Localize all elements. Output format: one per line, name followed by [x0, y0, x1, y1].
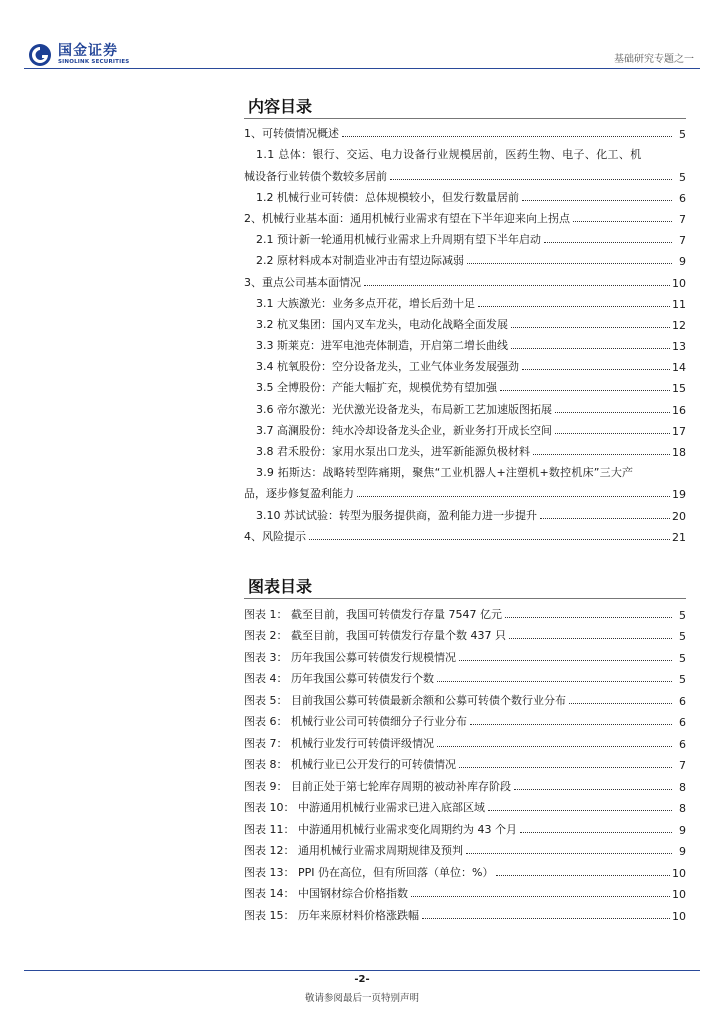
toc-item[interactable]: 品，逐步修复盈利能力 19	[244, 487, 686, 502]
page-number: -2-	[354, 974, 370, 985]
figure-item[interactable]: 图表 6： 机械行业公司可转债细分子行业分布 6	[244, 715, 686, 729]
figure-item[interactable]: 图表 4： 历年我国公募可转债发行个数 5	[244, 672, 686, 686]
header-divider	[24, 68, 700, 69]
figure-item[interactable]: 图表 13： PPI 仍在高位，但有所回落（单位：%） 10	[244, 865, 686, 880]
figure-item[interactable]: 图表 2： 截至目前，我国可转债发行存量个数 437 只 5	[244, 629, 686, 643]
toc-item[interactable]: 3.1 大族激光：业务多点开花，增长后劲十足 11	[256, 296, 686, 311]
toc-item[interactable]: 2、机械行业基本面：通用机械行业需求有望在下半年迎来向上拐点 7	[244, 211, 686, 226]
toc-item[interactable]: 1.1 总体：银行、交运、电力设备行业规模居前，医药生物、电子、化工、机	[256, 148, 642, 162]
report-type-label: 基础研究专题之一	[614, 54, 694, 65]
toc-title: 内容目录	[248, 97, 313, 116]
toc-item[interactable]: 2.2 原材料成本对制造业冲击有望边际减弱 9	[256, 254, 686, 269]
toc-item[interactable]: 械设备行业转债个数较多居前 5	[244, 169, 686, 184]
company-logo	[28, 40, 129, 70]
figure-item[interactable]: 图表 3： 历年我国公募可转债发行规模情况 5	[244, 650, 686, 665]
figure-item[interactable]: 图表 9： 目前正处于第七轮库存周期的被动补库存阶段 8	[244, 779, 686, 794]
figure-item[interactable]: 图表 5： 目前我国公募可转债最新余额和公募可转债个数行业分布 6	[244, 693, 686, 708]
toc-item[interactable]: 3.8 君禾股份：家用水泵出口龙头，进军新能源负极材料 18	[256, 445, 686, 459]
figure-item[interactable]: 图表 15： 历年来原材料价格涨跌幅 10	[244, 908, 686, 923]
footer-disclaimer: 敬请参阅最后一页特别声明	[304, 993, 419, 1004]
toc-item[interactable]: 2.1 预计新一轮通用机械行业需求上升周期有望下半年启动 7	[256, 233, 686, 248]
figure-item[interactable]: 图表 8： 机械行业已公开发行的可转债情况 7	[244, 758, 686, 772]
toc-item[interactable]: 3.10 苏试试验：转型为服务提供商，盈利能力进一步提升 20	[256, 508, 686, 523]
figure-item[interactable]: 图表 11： 中游通用机械行业需求变化周期约为 43 个月 9	[244, 822, 686, 837]
toc-item[interactable]: 3.5 全博股份：产能大幅扩充，规模优势有望加强 15	[256, 381, 686, 396]
toc-item[interactable]: 3.2 杭叉集团：国内叉车龙头，电动化战略全面发展 12	[256, 317, 686, 332]
figure-item[interactable]: 图表 7： 机械行业发行可转债评级情况 6	[244, 736, 686, 751]
toc-item[interactable]: 1、可转债情况概述 5	[244, 127, 686, 142]
figures-title-divider	[244, 598, 686, 599]
logo-english-text: SINOLINK SECURITIES	[58, 59, 130, 66]
toc-item[interactable]: 3、重点公司基本面情况 10	[244, 275, 686, 290]
footer-divider	[24, 970, 700, 971]
figure-item[interactable]: 图表 1： 截至目前，我国可转债发行存量 7547 亿元 5	[244, 607, 686, 622]
logo-mark-icon	[28, 43, 52, 67]
figure-item[interactable]: 图表 14： 中国钢材综合价格指数 10	[244, 887, 686, 901]
toc-item[interactable]: 3.4 杭氧股份：空分设备龙头，工业气体业务发展强劲 14	[256, 360, 686, 375]
figure-item[interactable]: 图表 10： 中游通用机械行业需求已进入底部区域 8	[244, 801, 686, 815]
toc-item[interactable]: 3.7 高澜股份：纯水冷却设备龙头企业，新业务打开成长空间 17	[256, 423, 686, 438]
toc-title-divider	[244, 118, 686, 119]
toc-item[interactable]: 3.3 斯莱克：进军电池壳体制造，开启第二增长曲线 13	[256, 339, 686, 354]
table-of-contents	[244, 120, 686, 544]
figure-item[interactable]: 图表 12： 通用机械行业需求周期规律及预判 9	[244, 844, 686, 858]
figures-title: 图表目录	[248, 577, 313, 596]
toc-item[interactable]: 3.9 拓斯达：战略转型阵痛期，聚焦“工业机器人+注塑机+数控机床”三大产	[256, 466, 634, 480]
toc-item[interactable]: 4、风险提示 21	[244, 529, 686, 544]
toc-item[interactable]: 3.6 帝尔激光：光伏激光设备龙头，布局新工艺加速版图拓展 16	[256, 402, 686, 417]
logo-chinese-text: 国金证券	[58, 43, 118, 60]
toc-item[interactable]: 1.2 机械行业可转债：总体规模较小，但发行数量居前 6	[256, 190, 686, 205]
list-of-figures	[244, 600, 686, 923]
page-header	[24, 36, 700, 72]
